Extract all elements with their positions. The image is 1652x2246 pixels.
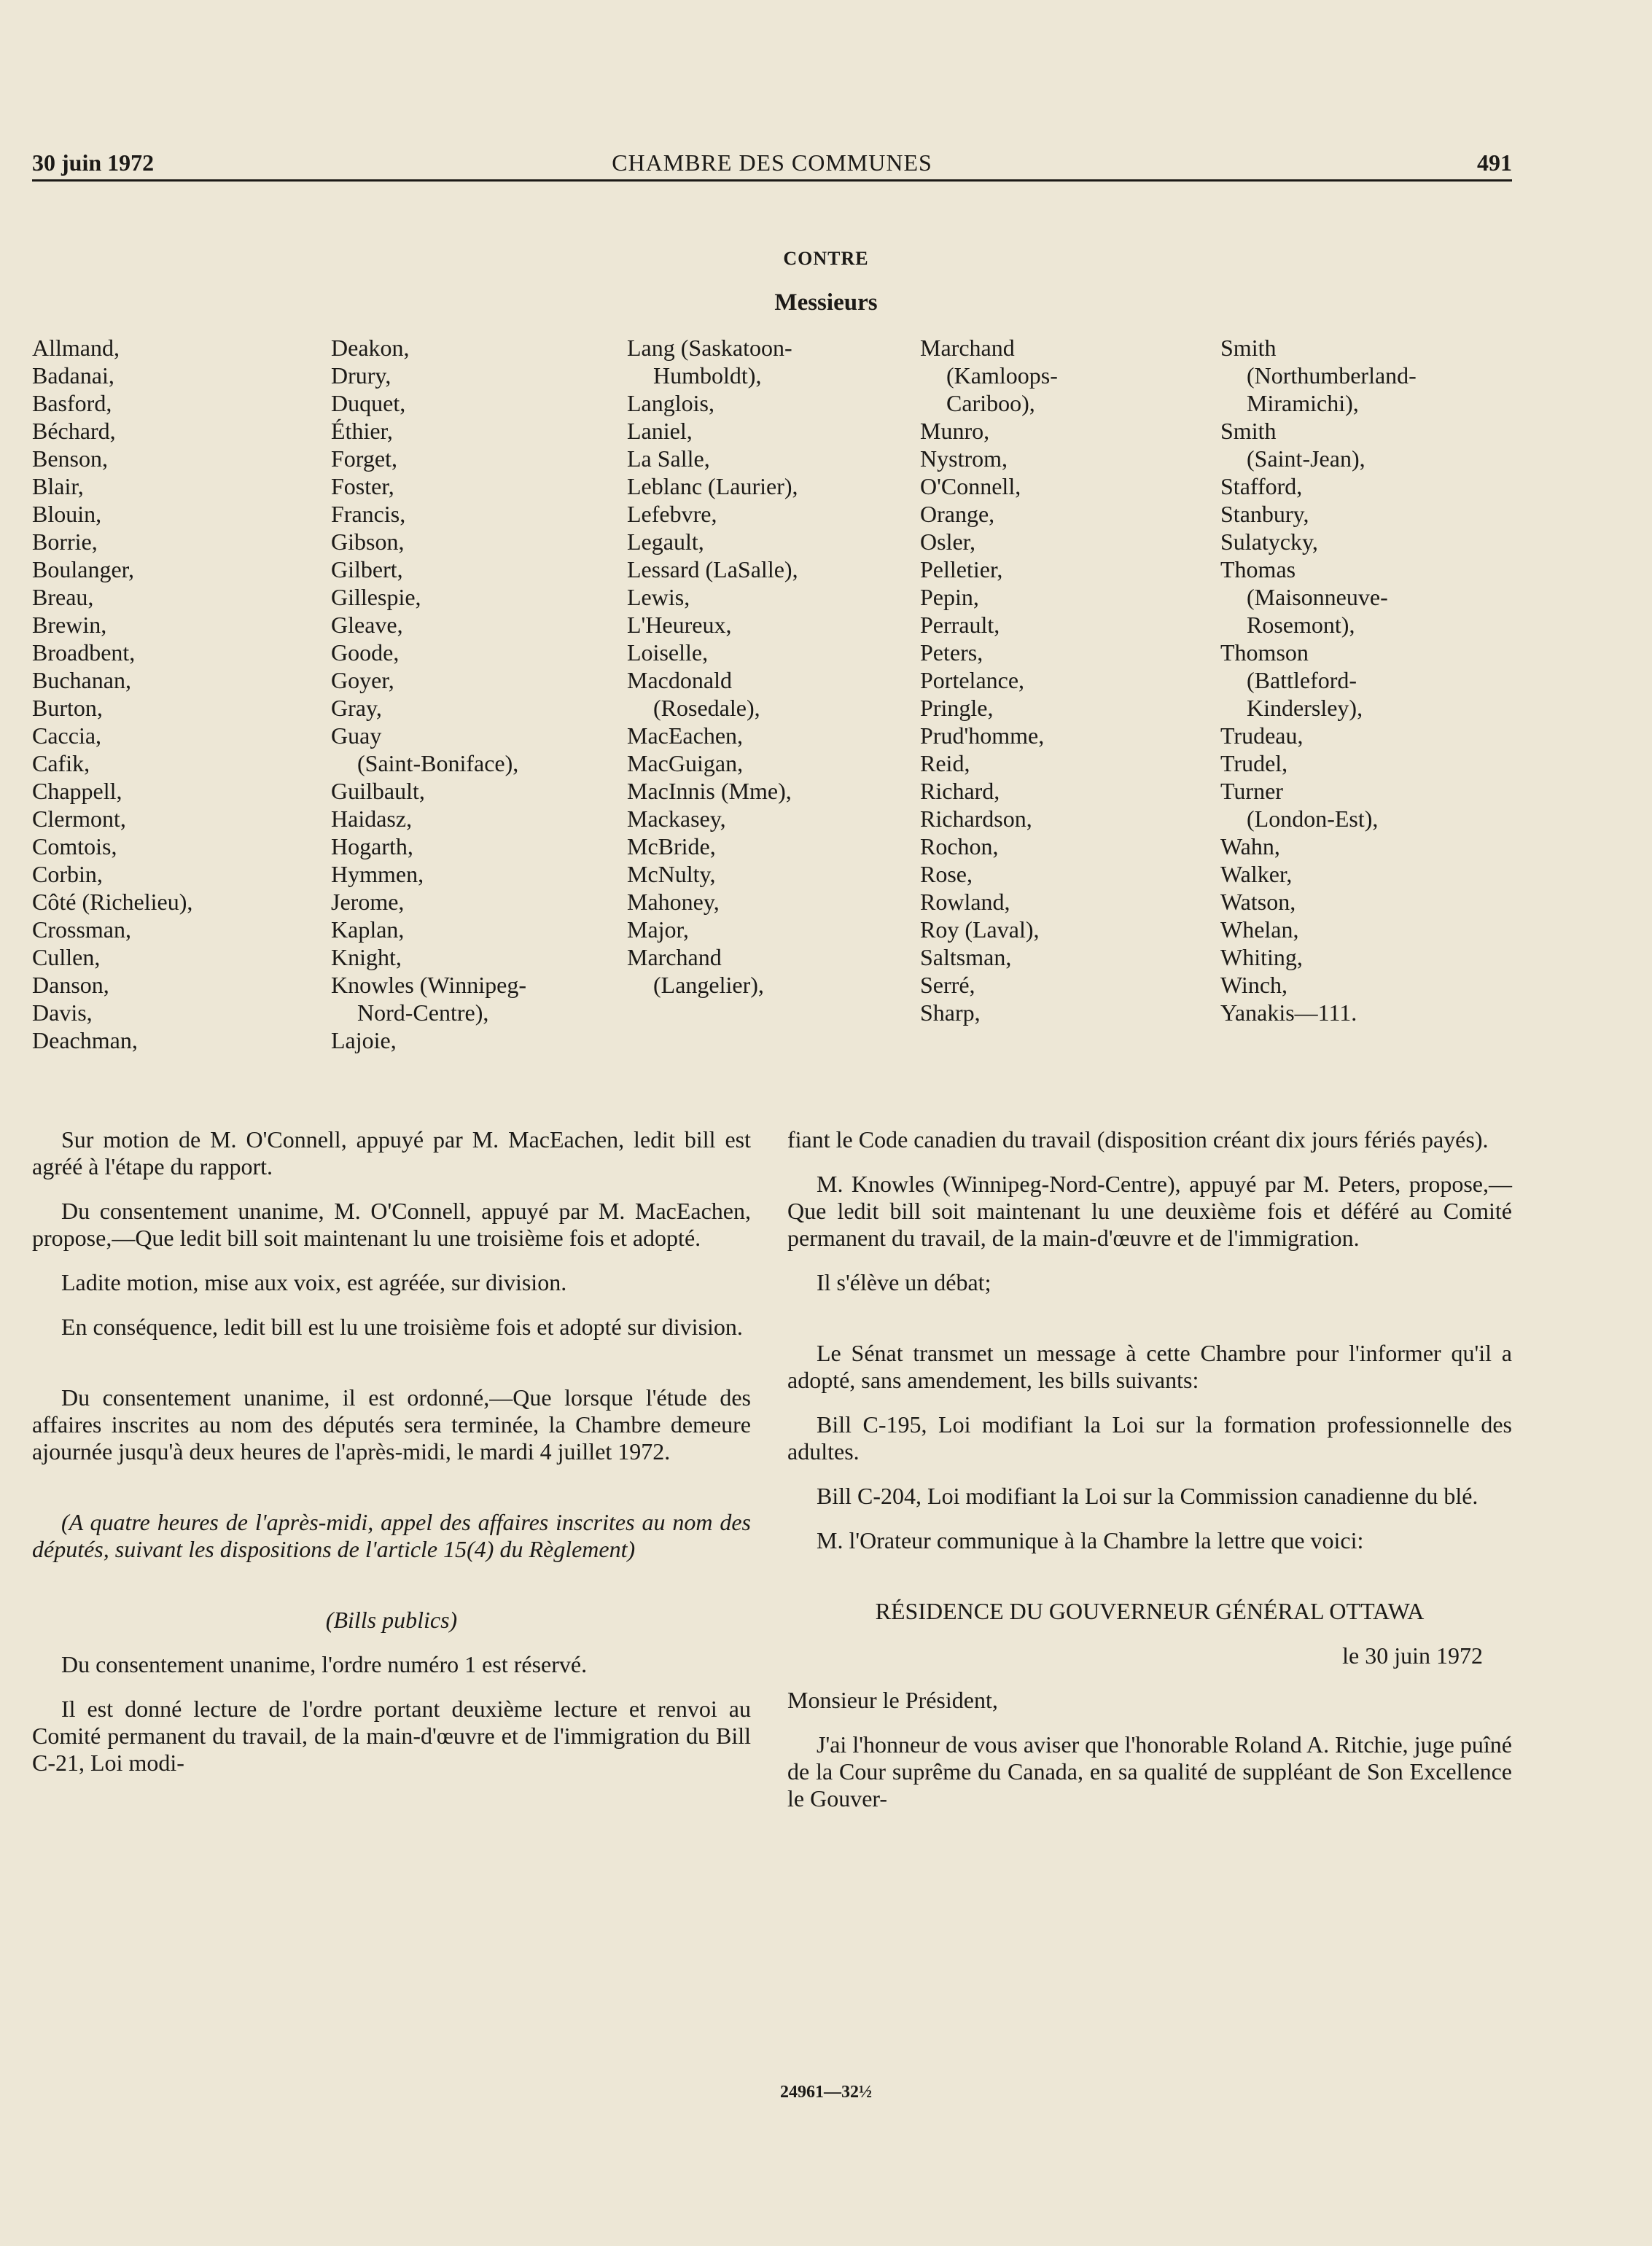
member-name: Smith — [1220, 335, 1277, 361]
member-name: Richardson, — [920, 806, 1032, 832]
member-name: Trudeau, — [1220, 722, 1304, 749]
member-name: Crossman, — [32, 916, 131, 943]
member-name: (Rosedale), — [653, 695, 760, 721]
member-name: Peters, — [920, 639, 983, 666]
member-name: Duquet, — [331, 390, 406, 416]
member-name: O'Connell, — [920, 473, 1021, 499]
member-name: Brewin, — [32, 612, 107, 638]
member-name: Sharp, — [920, 999, 981, 1026]
member-name: Rowland, — [920, 889, 1010, 915]
vote-column-2 — [331, 334, 526, 1054]
member-name: Drury, — [331, 362, 391, 389]
member-name: Allmand, — [32, 335, 120, 361]
member-name: Saltsman, — [920, 944, 1012, 970]
member-name: (Kamloops- — [946, 362, 1058, 389]
member-name: Rose, — [920, 861, 973, 887]
member-name: Goode, — [331, 639, 400, 666]
member-name: Miramichi), — [1247, 390, 1359, 416]
member-name: Boulanger, — [32, 556, 135, 582]
member-name: Loiselle, — [627, 639, 709, 666]
member-name: Yanakis—111. — [1220, 999, 1357, 1026]
member-name: (Maisonneuve- — [1247, 584, 1388, 610]
member-name: Rosemont), — [1247, 612, 1355, 638]
member-name: Gray, — [331, 695, 382, 721]
member-name: Legault, — [627, 529, 704, 555]
member-name: Pringle, — [920, 695, 994, 721]
member-name: Forget, — [331, 445, 397, 472]
member-name: Haidasz, — [331, 806, 413, 832]
member-name: Gibson, — [331, 529, 405, 555]
member-name: Trudel, — [1220, 750, 1288, 776]
member-name: MacInnis (Mme), — [627, 778, 792, 804]
paragraph: Du consentement unanime, l'ordre numéro 1 est réservé. — [61, 1651, 588, 1677]
member-name: Corbin, — [32, 861, 103, 887]
member-name: Badanai, — [32, 362, 114, 389]
member-name: (Battleford- — [1247, 667, 1357, 693]
member-name: Marchand — [920, 335, 1015, 361]
member-name: Danson, — [32, 972, 109, 998]
paragraph: RÉSIDENCE DU GOUVERNEUR GÉNÉRAL OTTAWA — [875, 1598, 1425, 1624]
paragraph: Le Sénat transmet un message à cette Chambre pour l'informer qu'il a adopté, sans amendement, les bills suivants: — [787, 1340, 1512, 1393]
member-name: Whelan, — [1220, 916, 1299, 943]
paragraph: Monsieur le Président, — [787, 1687, 998, 1713]
member-name: (Northumberland- — [1247, 362, 1417, 389]
member-name: Borrie, — [32, 529, 98, 555]
member-name: (Saint-Jean), — [1247, 445, 1365, 472]
member-name: Osler, — [920, 529, 976, 555]
member-name: L'Heureux, — [627, 612, 732, 638]
member-name: Stafford, — [1220, 473, 1303, 499]
member-name: Sulatycky, — [1220, 529, 1318, 555]
paragraph: Du consentement unanime, M. O'Connell, appuyé par M. MacEachen, propose,—Que ledit bill soit maintenant lu une troisième fois et adopté. — [32, 1198, 751, 1251]
member-name: Goyer, — [331, 667, 394, 693]
member-name: Chappell, — [32, 778, 122, 804]
member-name: MacEachen, — [627, 722, 744, 749]
vote-column-4 — [920, 334, 1058, 1026]
member-name: Gleave, — [331, 612, 403, 638]
member-name: Stanbury, — [1220, 501, 1309, 527]
member-name: Macdonald — [627, 667, 732, 693]
member-name: Lewis, — [627, 584, 690, 610]
member-name: Basford, — [32, 390, 112, 416]
member-name: (Langelier), — [653, 972, 764, 998]
member-name: Richard, — [920, 778, 1000, 804]
member-name: Perrault, — [920, 612, 1000, 638]
member-name: Laniel, — [627, 418, 693, 444]
paragraph: En conséquence, ledit bill est lu une troisième fois et adopté sur division. — [61, 1314, 743, 1340]
member-name: Reid, — [920, 750, 970, 776]
member-name: Broadbent, — [32, 639, 136, 666]
member-name: Deakon, — [331, 335, 410, 361]
member-name: Wahn, — [1220, 833, 1280, 859]
member-name: Lajoie, — [331, 1027, 397, 1053]
member-name: MacGuigan, — [627, 750, 744, 776]
member-name: Roy (Laval), — [920, 916, 1040, 943]
member-name: Knight, — [331, 944, 402, 970]
member-name: Rochon, — [920, 833, 999, 859]
right-text-column — [787, 1126, 1512, 1830]
member-name: Langlois, — [627, 390, 714, 416]
paragraph: Sur motion de M. O'Connell, appuyé par M. MacEachen, ledit bill est agréé à l'étape du rapport. — [32, 1126, 751, 1179]
paragraph: fiant le Code canadien du travail (disposition créant dix jours fériés payés). — [787, 1126, 1489, 1153]
paragraph: M. Knowles (Winnipeg-Nord-Centre), appuyé par M. Peters, propose,—Que ledit bill soit maintenant lu une deuxième fois et déféré au Comité permanent du travail, de la main-d'œuvre et de l'immigration. — [787, 1171, 1512, 1251]
member-name: Lefebvre, — [627, 501, 717, 527]
member-name: Blouin, — [32, 501, 102, 527]
member-name: Jerome, — [331, 889, 405, 915]
left-text-column — [32, 1126, 751, 1794]
member-name: Thomas — [1220, 556, 1296, 582]
member-name: Turner — [1220, 778, 1283, 804]
printer-mark: 24961—32½ — [780, 2083, 872, 2102]
member-name: Lessard (LaSalle), — [627, 556, 798, 582]
member-name: Humboldt), — [653, 362, 762, 389]
vote-column-1 — [32, 334, 192, 1054]
member-name: Portelance, — [920, 667, 1025, 693]
vote-heading: CONTRE — [783, 248, 869, 269]
paragraph: J'ai l'honneur de vous aviser que l'honorable Roland A. Ritchie, juge puîné de la Cour suprême du Canada, en sa qualité de suppléant de Son Excellence le Gouver- — [787, 1731, 1512, 1812]
member-name: Kaplan, — [331, 916, 405, 943]
member-name: Marchand — [627, 944, 722, 970]
member-name: Thomson — [1220, 639, 1309, 666]
member-name: Breau, — [32, 584, 94, 610]
member-name: Hogarth, — [331, 833, 413, 859]
paragraph: Du consentement unanime, il est ordonné,—Que lorsque l'étude des affaires inscrites au nom des députés sera terminée, la Chambre demeure ajournée jusqu'à deux heures de l'après-midi, le mardi 4 juillet 1972. — [32, 1384, 751, 1465]
member-name: Buchanan, — [32, 667, 131, 693]
member-name: La Salle, — [627, 445, 710, 472]
member-name: Walker, — [1220, 861, 1293, 887]
paragraph: (A quatre heures de l'après-midi, appel des affaires inscrites au nom des députés, suivant les dispositions de l'article 15(4) du Règlement) — [32, 1509, 751, 1562]
paragraph: Il est donné lecture de l'ordre portant deuxième lecture et renvoi au Comité permanent du travail, de la main-d'œuvre et de l'immigration du Bill C-21, Loi modi- — [32, 1696, 751, 1776]
member-name: Knowles (Winnipeg- — [331, 972, 526, 998]
member-name: Cullen, — [32, 944, 101, 970]
member-name: Burton, — [32, 695, 103, 721]
member-name: Lang (Saskatoon- — [627, 335, 792, 361]
paragraph: Bill C-195, Loi modifiant la Loi sur la formation professionnelle des adultes. — [787, 1411, 1512, 1465]
member-name: Guilbault, — [331, 778, 425, 804]
member-name: Smith — [1220, 418, 1277, 444]
member-name: Gillespie, — [331, 584, 421, 610]
member-name: Hymmen, — [331, 861, 424, 887]
member-name: Comtois, — [32, 833, 117, 859]
member-name: McNulty, — [627, 861, 716, 887]
member-name: Deachman, — [32, 1027, 138, 1053]
member-name: Guay — [331, 722, 382, 749]
paragraph: Il s'élève un débat; — [817, 1269, 991, 1295]
vote-column-3 — [627, 334, 798, 999]
member-name: Pepin, — [920, 584, 979, 610]
member-name: Clermont, — [32, 806, 126, 832]
member-name: (London-Est), — [1247, 806, 1379, 832]
member-name: Whiting, — [1220, 944, 1303, 970]
member-name: Major, — [627, 916, 689, 943]
member-name: Winch, — [1220, 972, 1288, 998]
member-name: Orange, — [920, 501, 995, 527]
member-name: Serré, — [920, 972, 975, 998]
member-name: Blair, — [32, 473, 84, 499]
member-name: Benson, — [32, 445, 108, 472]
member-name: Pelletier, — [920, 556, 1003, 582]
paragraph: M. l'Orateur communique à la Chambre la lettre que voici: — [817, 1527, 1364, 1553]
journal-title: CHAMBRE DES COMMUNES — [612, 149, 932, 176]
member-name: Éthier, — [331, 418, 393, 444]
member-name: Kindersley), — [1247, 695, 1363, 721]
member-name: McBride, — [627, 833, 716, 859]
member-name: (Saint-Boniface), — [357, 750, 519, 776]
page-number: 491 — [1477, 149, 1512, 176]
vote-subheading: Messieurs — [774, 289, 878, 316]
member-name: Côté (Richelieu), — [32, 889, 193, 915]
member-name: Nystrom, — [920, 445, 1008, 472]
paragraph: Bill C-204, Loi modifiant la Loi sur la Commission canadienne du blé. — [817, 1483, 1478, 1509]
member-name: Mackasey, — [627, 806, 726, 832]
member-name: Béchard, — [32, 418, 116, 444]
paragraph: Ladite motion, mise aux voix, est agréée, sur division. — [61, 1269, 567, 1295]
member-name: Nord-Centre), — [357, 999, 489, 1026]
member-name: Francis, — [331, 501, 406, 527]
member-name: Foster, — [331, 473, 394, 499]
paragraph: (Bills publics) — [325, 1607, 458, 1633]
member-name: Munro, — [920, 418, 990, 444]
member-name: Caccia, — [32, 722, 102, 749]
page-date: 30 juin 1972 — [32, 149, 155, 176]
member-name: Mahoney, — [627, 889, 720, 915]
page-header — [32, 149, 1512, 183]
member-name: Davis, — [32, 999, 93, 1026]
member-name: Prud'homme, — [920, 722, 1045, 749]
member-name: Cariboo), — [946, 390, 1035, 416]
member-name: Leblanc (Laurier), — [627, 473, 798, 499]
member-name: Gilbert, — [331, 556, 403, 582]
vote-column-5 — [1220, 334, 1417, 1026]
member-name: Watson, — [1220, 889, 1296, 915]
member-name: Cafik, — [32, 750, 90, 776]
header-rule — [32, 179, 1512, 182]
paragraph: le 30 juin 1972 — [1342, 1642, 1483, 1669]
